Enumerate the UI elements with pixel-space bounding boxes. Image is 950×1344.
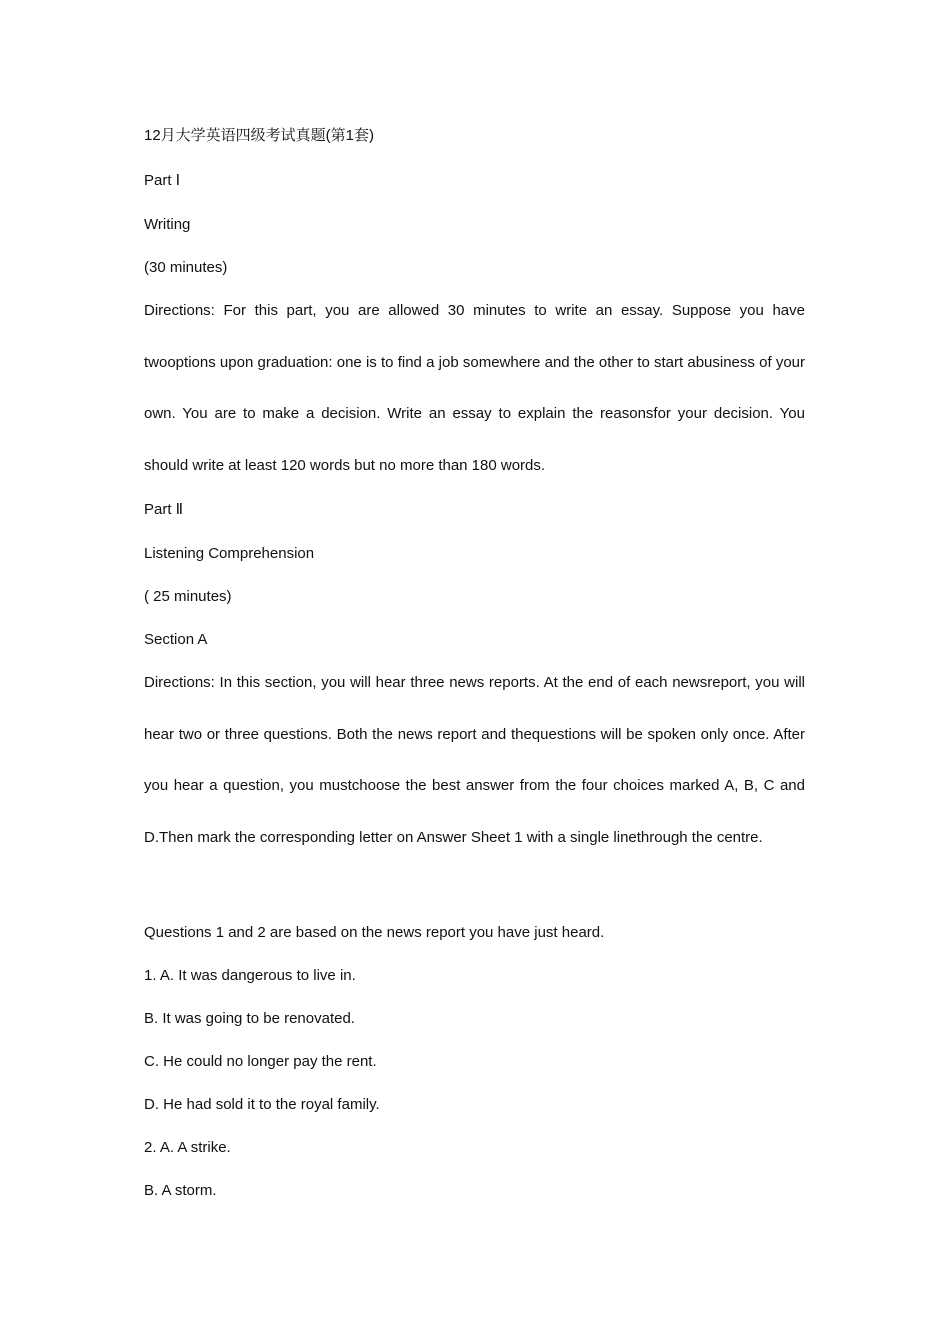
part1-name: Writing bbox=[144, 216, 191, 233]
question-option: B. It was going to be renovated. bbox=[144, 1010, 355, 1027]
section-a-heading: Section A bbox=[144, 631, 208, 648]
question-option: 2. A. A strike. bbox=[144, 1139, 231, 1156]
part1-time: (30 minutes) bbox=[144, 259, 228, 276]
question-option: 1. A. It was dangerous to live in. bbox=[144, 967, 356, 984]
part1-directions: Directions: For this part, you are allowed 30 minutes to write an essay. Suppose you have twooptions upon graduation: one is to find a job somewhere and the other to start abusiness of your own. You are to make a decision. Write an essay to explain the reasonsfor your decision. You should write at least 120 words but no more than 180 words. bbox=[144, 302, 805, 474]
questions-intro: Questions 1 and 2 are based on the news report you have just heard. bbox=[144, 924, 605, 941]
document-title: 12月大学英语四级考试真题(第1套) bbox=[144, 127, 375, 144]
question-option: B. A storm. bbox=[144, 1182, 217, 1199]
part1-heading: Part Ⅰ bbox=[144, 172, 181, 189]
part2-heading: Part Ⅱ bbox=[144, 501, 184, 518]
part2-name: Listening Comprehension bbox=[144, 545, 315, 562]
question-option: C. He could no longer pay the rent. bbox=[144, 1053, 377, 1070]
part2-time: ( 25 minutes) bbox=[144, 588, 232, 605]
question-option: D. He had sold it to the royal family. bbox=[144, 1096, 380, 1113]
section-a-directions: Directions: In this section, you will hear three news reports. At the end of each newsreport, you will hear two or three questions. Both the news report and thequestions will be spoken only once. After you hear a question, you mustchoose the best answer from the four choices marked A, B, C and D.Then mark the corresponding letter on Answer Sheet 1 with a single linethrough the centre. bbox=[144, 674, 805, 846]
